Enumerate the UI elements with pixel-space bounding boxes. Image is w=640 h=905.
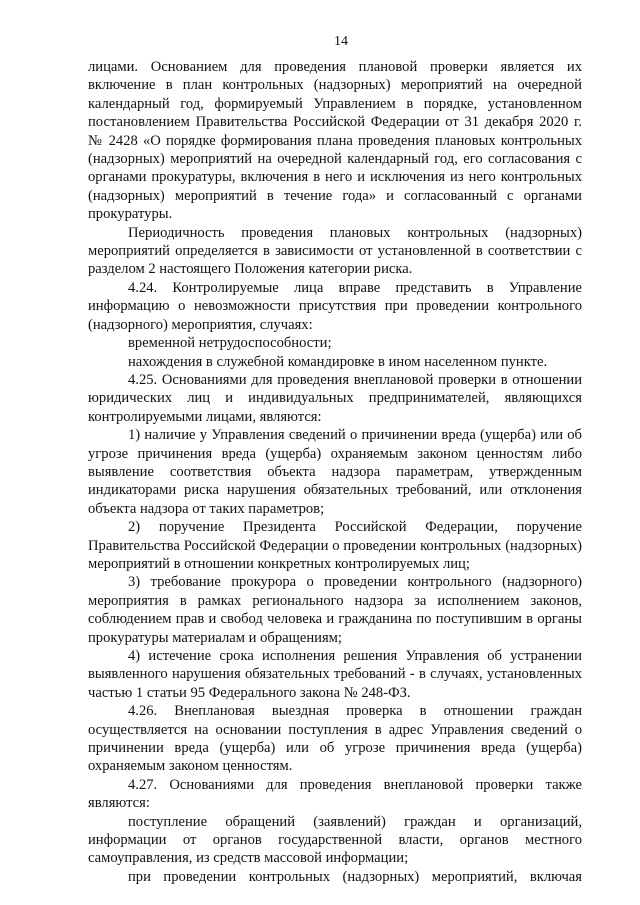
document-paragraph: поступление обращений (заявлений) граждан и организаций, информации от органов государственной власти, органов местного самоуправления, из средств массовой информации; xyxy=(88,813,582,867)
document-paragraph: 1) наличие у Управления сведений о причинении вреда (ущерба) или об угрозе причинения вреда (ущерба) охраняемым законом ценностям либо выявление соответствия объекта надзора параметрам, утвержденным индикаторами риска нарушения обязательных требований, или отклонения объекта надзора от таких параметров; xyxy=(88,427,582,517)
document-paragraph: при проведении контрольных (надзорных) мероприятий, включая xyxy=(128,868,582,885)
document-paragraph: 4.26. Внеплановая выездная проверка в отношении граждан осуществляется на основании поступления в адрес Управления сведений о причинении вреда (ущерба) или об угрозе причинения вреда (ущерба) охраняемым законом ценностям. xyxy=(88,703,582,775)
document-paragraph: 4.25. Основаниями для проведения внеплановой проверки в отношении юридических лиц и индивидуальных предпринимателей, являющихся контролируемыми лицами, являются: xyxy=(88,371,582,425)
document-paragraph: 3) требование прокурора о проведении контрольного (надзорного) мероприятия в рамках регионального надзора за исполнением законов, соблюдением прав и свобод человека и гражданина по поступившим в органы прокуратуры материалам и обращениям; xyxy=(88,574,582,646)
document-paragraph: лицами. Основанием для проведения плановой проверки является их включение в план контрольных (надзорных) мероприятий на очередной календарный год, формируемый Управлением в порядке, установленном постановлением Правительства Российской Федерации от 31 декабря 2020 г. № 2428 «О порядке формирования плана проведения плановых контрольных (надзорных) мероприятий на очередной календарный год, его согласования с органами прокуратуры, включения в него и исключения из него контрольных (надзорных) мероприятий в течение года» и согласованный с органами прокуратуры. xyxy=(88,59,582,223)
document-paragraph: 4.24. Контролируемые лица вправе представить в Управление информацию о невозможности присутствия при проведении контрольного (надзорного) мероприятия, случаях: xyxy=(88,279,582,333)
document-paragraph: нахождения в служебной командировке в ином населенном пункте. xyxy=(128,353,548,370)
document-paragraph: 4) истечение срока исполнения решения Управления об устранении выявленного нарушения обязательных требований - в случаях, установленных частью 1 статьи 95 Федерального закона № 248-ФЗ. xyxy=(88,648,582,701)
page-number: 14 xyxy=(334,34,348,49)
document-paragraph: Периодичность проведения плановых контрольных (надзорных) мероприятий определяется в зависимости от установленной в соответствии с разделом 2 настоящего Положения категории риска. xyxy=(88,224,582,278)
document-body xyxy=(88,58,582,886)
document-paragraph: 4.27. Основаниями для проведения внеплановой проверки также являются: xyxy=(88,776,582,812)
document-paragraph: 2) поручение Президента Российской Федерации, поручение Правительства Российской Федерации о проведении контрольных (надзорных) мероприятий в отношении конкретных контролируемых лиц; xyxy=(88,519,582,572)
document-paragraph: временной нетрудоспособности; xyxy=(128,335,332,352)
